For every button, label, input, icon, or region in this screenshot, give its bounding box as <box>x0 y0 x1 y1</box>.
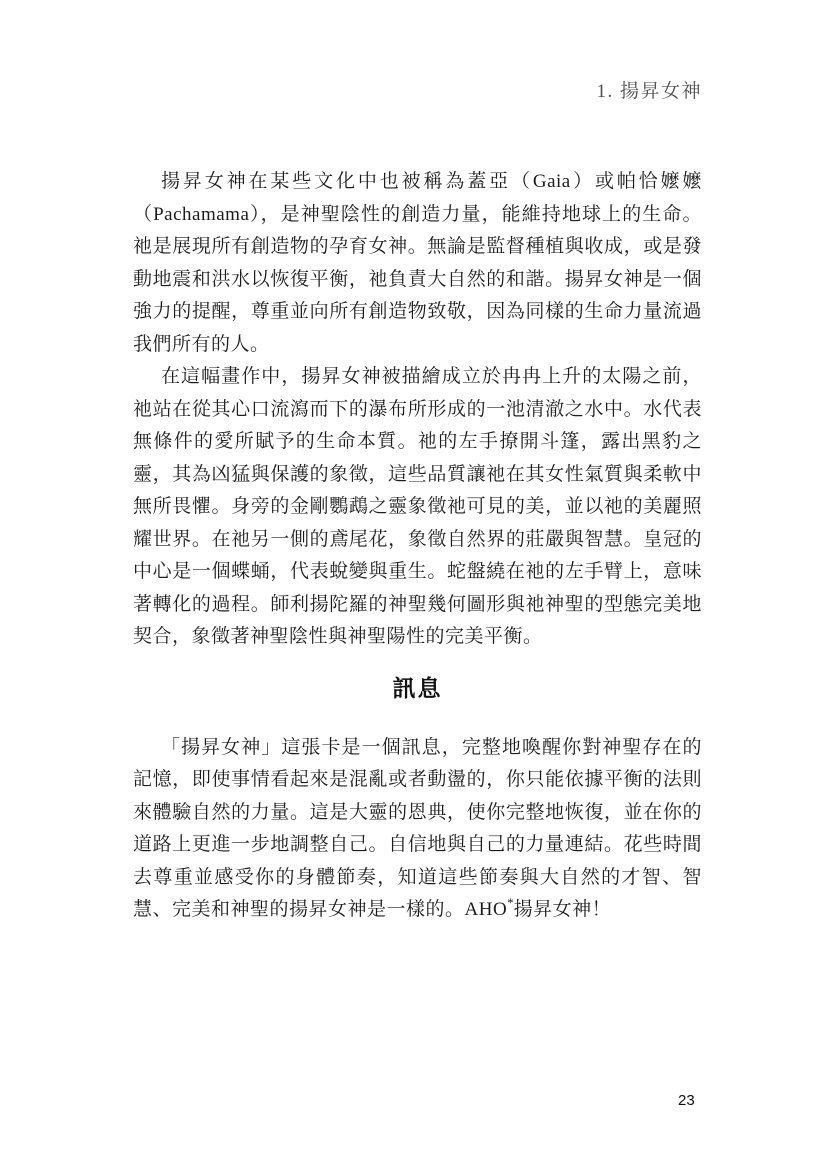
text-line: 中心是一個蝶蛹，代表蛻變與重生。蛇盤繞在祂的左手臂上，意味 <box>133 561 702 582</box>
asterisk-superscript: * <box>507 895 514 910</box>
text-line: 去尊重並感受你的身體節奏，知道這些節奏與大自然的才智、智 <box>133 866 702 888</box>
section-heading: 訊息 <box>392 675 443 701</box>
final-line-text: 揚昇女神！ <box>513 899 612 920</box>
text-line: 道路上更進一步地調整自己。自信地與自己的力量連結。花些時間 <box>133 834 702 855</box>
text-line: 靈，其為凶猛與保護的象徵，這些品質讓祂在其女性氣質與柔軟中 <box>133 463 702 485</box>
text-line: 祂站在從其心口流瀉而下的瀑布所形成的一池清澈之水中。水代表 <box>133 398 702 420</box>
page-number: 23 <box>678 1092 695 1109</box>
text-line: 強力的提醒，尊重並向所有創造物致敬，因為同樣的生命力量流過 <box>133 301 702 322</box>
text-line: 契合，象徵著神聖陰性與神聖陽性的完美平衡。 <box>133 626 543 647</box>
text-line: 揚昇女神在某些文化中也被稱為蓋亞（Gaia）或帕恰嬤嬤 <box>161 171 702 192</box>
text-line: 在這幅畫作中，揚昇女神被描繪成立於冉冉上升的太陽之前， <box>161 366 702 387</box>
paragraph-artwork <box>133 361 702 654</box>
text-line: 我們所有的人。 <box>133 333 270 355</box>
paragraph-message <box>133 732 702 928</box>
text-line: 著轉化的過程。師利揚陀羅的神聖幾何圖形與祂神聖的型態完美地 <box>133 593 702 615</box>
paragraph-intro <box>133 166 702 361</box>
text-line: 無所畏懼。身旁的金剛鸚鵡之靈象徵祂可見的美，並以祂的美麗照 <box>133 496 702 517</box>
running-header: 1. 揚昇女神 <box>596 81 702 102</box>
text-line: 無條件的愛所賦予的生命本質。祂的左手撩開斗篷，露出黑豹之 <box>133 431 702 452</box>
text-line: 祂是展現所有創造物的孕育女神。無論是監督種植與收成，或是發 <box>133 236 702 257</box>
text-line: 來體驗自然的力量。這是大靈的恩典，使你完整地恢復，並在你的 <box>133 801 702 823</box>
text-line: 動地震和洪水以恢復平衡，祂負責大自然的和諧。揚昇女神是一個 <box>133 268 702 290</box>
text-line: 「揚昇女神」這張卡是一個訊息，完整地喚醒你對神聖存在的 <box>161 736 702 758</box>
text-line: 記憶，即使事情看起來是混亂或者動盪的，你只能依據平衡的法則 <box>133 769 702 790</box>
text-line: 耀世界。在祂另一側的鳶尾花，象徵自然界的莊嚴與智慧。皇冠的 <box>133 528 702 550</box>
page-body <box>133 166 702 928</box>
final-line-text: 慧、完美和神聖的揚昇女神是一樣的。AHO <box>133 899 508 920</box>
text-line: （Pachamama），是神聖陰性的創造力量，能維持地球上的生命。 <box>133 203 702 225</box>
text-line <box>133 894 702 928</box>
